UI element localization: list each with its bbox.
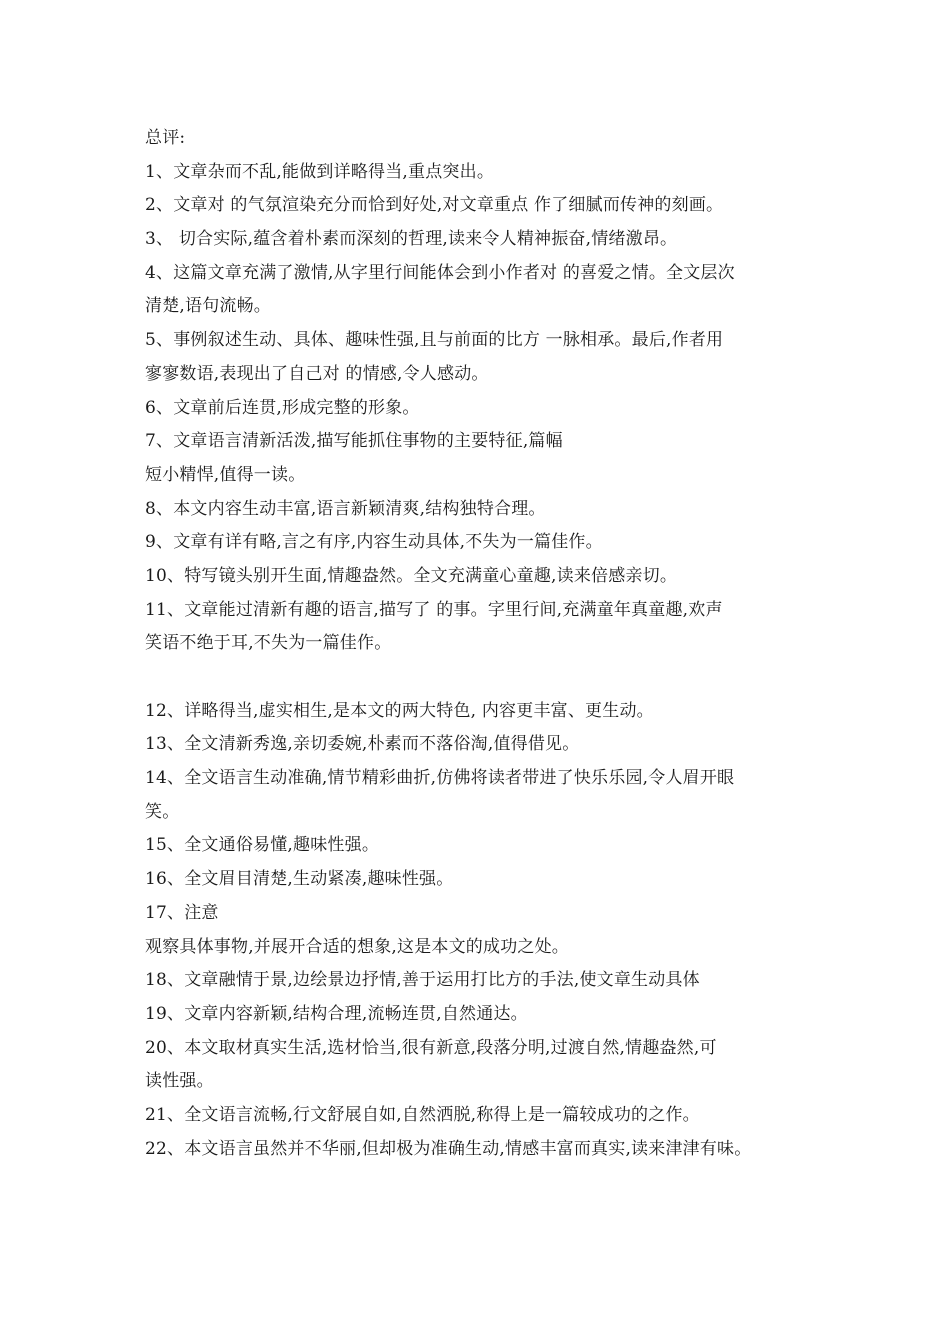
- comment-line: 9、文章有详有略,言之有序,内容生动具体,不失为一篇佳作。: [145, 532, 603, 553]
- comment-line: 笑。: [145, 801, 180, 822]
- comment-line: 6、文章前后连贯,形成完整的形象。: [145, 397, 420, 418]
- comment-line: 15、全文通俗易懂,趣味性强。: [145, 835, 380, 856]
- comment-line: 4、这篇文章充满了激情,从字里行间能体会到小作者对 的喜爱之情。全文层次: [145, 262, 735, 283]
- comment-line: 8、本文内容生动丰富,语言新颖清爽,结构独特合理。: [145, 498, 546, 519]
- comment-line: 10、特写镜头别开生面,情趣盎然。全文充满童心童趣,读来倍感亲切。: [145, 565, 678, 586]
- comment-line: 21、全文语言流畅,行文舒展自如,自然洒脱,称得上是一篇较成功的之作。: [145, 1104, 700, 1125]
- comment-line: 17、注意: [145, 902, 219, 923]
- comment-line: 5、事例叙述生动、具体、趣味性强,且与前面的比方 一脉相承。最后,作者用: [145, 330, 724, 351]
- comment-line: 短小精悍,值得一读。: [145, 464, 306, 485]
- comment-line: 7、文章语言清新活泼,描写能抓住事物的主要特征,篇幅: [145, 431, 563, 452]
- document-heading: 总评:: [145, 128, 186, 148]
- comment-line: 3、 切合实际,蕴含着朴素而深刻的哲理,读来令人精神振奋,情绪激昂。: [145, 229, 678, 250]
- comment-line: 20、本文取材真实生活,选材恰当,很有新意,段落分明,过渡自然,情趣盎然,可: [145, 1037, 717, 1058]
- comment-line: 清楚,语句流畅。: [145, 296, 272, 317]
- blank-line: [145, 661, 835, 695]
- comment-line: 14、全文语言生动准确,情节精彩曲折,仿佛将读者带进了快乐乐园,令人眉开眼: [145, 768, 735, 789]
- comment-line: 18、文章融情于景,边绘景边抒情,善于运用打比方的手法,使文章生动具体: [145, 970, 700, 991]
- comment-line: 22、本文语言虽然并不华丽,但却极为准确生动,情感丰富而真实,读来津津有味。: [145, 1138, 752, 1159]
- comment-line: 19、文章内容新颖,结构合理,流畅连贯,自然通达。: [145, 1003, 528, 1024]
- document-page: [145, 122, 835, 1166]
- comment-line: 笑语不绝于耳,不失为一篇佳作。: [145, 633, 392, 654]
- comment-line: 读性强。: [145, 1071, 214, 1092]
- comment-line: 12、详略得当,虚实相生,是本文的两大特色, 内容更丰富、更生动。: [145, 700, 654, 721]
- comment-line: 1、文章杂而不乱,能做到详略得当,重点突出。: [145, 161, 495, 182]
- comment-list: [145, 156, 835, 1167]
- comment-line: 11、文章能过清新有趣的语言,描写了 的事。字里行间,充满童年真童趣,欢声: [145, 599, 723, 620]
- comment-line: 观察具体事物,并展开合适的想象,这是本文的成功之处。: [145, 936, 570, 957]
- comment-line: 2、文章对 的气氛渲染充分而恰到好处,对文章重点 作了细腻而传神的刻画。: [145, 195, 724, 216]
- comment-line: 13、全文清新秀逸,亲切委婉,朴素而不落俗淘,值得借见。: [145, 734, 580, 755]
- comment-line: 寥寥数语,表现出了自己对 的情感,令人感动。: [145, 363, 489, 384]
- comment-line: 16、全文眉目清楚,生动紧凑,趣味性强。: [145, 869, 454, 890]
